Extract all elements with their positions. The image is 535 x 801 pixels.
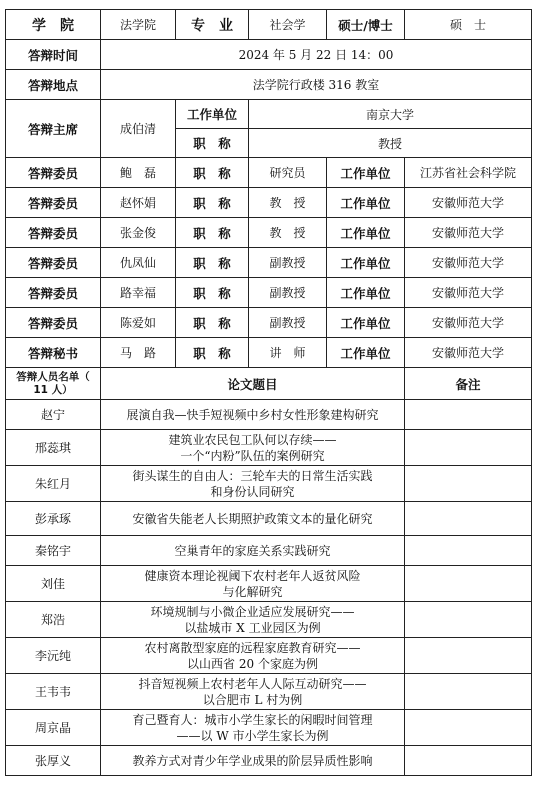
student-note bbox=[405, 400, 532, 430]
chair-row bbox=[6, 100, 532, 129]
student-thesis: 街头谋生的自由人：三轮车夫的日常生活实践 和身份认同研究 bbox=[101, 466, 405, 502]
student-thesis: 教养方式对青少年学业成果的阶层异质性影响 bbox=[101, 746, 405, 776]
degree-label: 硕士/博士 bbox=[327, 10, 405, 40]
member-name: 陈爱如 bbox=[101, 308, 176, 338]
student-name: 周京晶 bbox=[6, 710, 101, 746]
member-row bbox=[6, 308, 532, 338]
member-title: 副教授 bbox=[249, 308, 327, 338]
member-role: 答辩委员 bbox=[6, 188, 101, 218]
member-title-label: 职 称 bbox=[176, 308, 249, 338]
member-title: 教 授 bbox=[249, 218, 327, 248]
member-title: 副教授 bbox=[249, 248, 327, 278]
secretary-unit-label: 工作单位 bbox=[327, 338, 405, 368]
member-name: 赵怀娟 bbox=[101, 188, 176, 218]
defense-place-label: 答辩地点 bbox=[6, 70, 101, 100]
student-row bbox=[6, 602, 532, 638]
note-col-header: 备注 bbox=[405, 368, 532, 400]
member-title-label: 职 称 bbox=[176, 188, 249, 218]
defense-schedule-table bbox=[5, 9, 532, 776]
member-name: 仇凤仙 bbox=[101, 248, 176, 278]
student-thesis: 展演自我—快手短视频中乡村女性形象建构研究 bbox=[101, 400, 405, 430]
list-header-row bbox=[6, 368, 532, 400]
chair-unit-label: 工作单位 bbox=[176, 100, 249, 129]
student-name: 邢蕊琪 bbox=[6, 430, 101, 466]
member-unit: 安徽师范大学 bbox=[405, 308, 532, 338]
student-thesis: 安徽省失能老人长期照护政策文本的量化研究 bbox=[101, 502, 405, 536]
degree-value: 硕 士 bbox=[405, 10, 532, 40]
chair-unit-value: 南京大学 bbox=[249, 100, 532, 129]
member-name: 鲍 磊 bbox=[101, 158, 176, 188]
member-title-label: 职 称 bbox=[176, 248, 249, 278]
chair-name: 成伯清 bbox=[101, 100, 176, 158]
defense-time-label: 答辩时间 bbox=[6, 40, 101, 70]
secretary-row bbox=[6, 338, 532, 368]
student-name: 李沅纯 bbox=[6, 638, 101, 674]
member-unit: 安徽师范大学 bbox=[405, 188, 532, 218]
student-note bbox=[405, 674, 532, 710]
chair-label: 答辩主席 bbox=[6, 100, 101, 158]
secretary-name: 马 路 bbox=[101, 338, 176, 368]
chair-title-label: 职 称 bbox=[176, 129, 249, 158]
student-note bbox=[405, 638, 532, 674]
member-title-label: 职 称 bbox=[176, 278, 249, 308]
student-note bbox=[405, 502, 532, 536]
student-row bbox=[6, 674, 532, 710]
student-name: 朱红月 bbox=[6, 466, 101, 502]
student-note bbox=[405, 746, 532, 776]
member-unit-label: 工作单位 bbox=[327, 188, 405, 218]
student-name: 郑浩 bbox=[6, 602, 101, 638]
member-title: 教 授 bbox=[249, 188, 327, 218]
student-note bbox=[405, 566, 532, 602]
student-row bbox=[6, 400, 532, 430]
student-row bbox=[6, 746, 532, 776]
student-name: 刘佳 bbox=[6, 566, 101, 602]
college-value: 法学院 bbox=[101, 10, 176, 40]
member-title-label: 职 称 bbox=[176, 218, 249, 248]
student-thesis: 空巢青年的家庭关系实践研究 bbox=[101, 536, 405, 566]
member-title-label: 职 称 bbox=[176, 158, 249, 188]
student-row bbox=[6, 710, 532, 746]
secretary-unit: 安徽师范大学 bbox=[405, 338, 532, 368]
member-name: 路幸福 bbox=[101, 278, 176, 308]
student-note bbox=[405, 536, 532, 566]
student-row bbox=[6, 536, 532, 566]
member-unit: 安徽师范大学 bbox=[405, 248, 532, 278]
student-name: 秦铭宇 bbox=[6, 536, 101, 566]
member-role: 答辩委员 bbox=[6, 278, 101, 308]
thesis-col-header: 论文题目 bbox=[101, 368, 405, 400]
student-note bbox=[405, 430, 532, 466]
member-unit-label: 工作单位 bbox=[327, 308, 405, 338]
student-thesis: 育己暨育人：城市小学生家长的闲暇时间管理 ——以 W 市小学生家长为例 bbox=[101, 710, 405, 746]
major-value: 社会学 bbox=[249, 10, 327, 40]
student-row bbox=[6, 638, 532, 674]
member-role: 答辩委员 bbox=[6, 158, 101, 188]
member-unit-label: 工作单位 bbox=[327, 158, 405, 188]
member-row bbox=[6, 188, 532, 218]
student-name: 张厚义 bbox=[6, 746, 101, 776]
member-unit: 江苏省社会科学院 bbox=[405, 158, 532, 188]
student-name: 赵宁 bbox=[6, 400, 101, 430]
student-thesis: 健康资本理论视阈下农村老年人返贫风险 与化解研究 bbox=[101, 566, 405, 602]
student-row bbox=[6, 502, 532, 536]
member-role: 答辩委员 bbox=[6, 248, 101, 278]
member-unit-label: 工作单位 bbox=[327, 278, 405, 308]
student-thesis: 建筑业农民包工队何以存续—— 一个“内粉”队伍的案例研究 bbox=[101, 430, 405, 466]
student-thesis: 抖音短视频上农村老年人人际互动研究—— 以合肥市 L 村为例 bbox=[101, 674, 405, 710]
student-thesis: 环境规制与小微企业适应发展研究—— 以盐城市 X 工业园区为例 bbox=[101, 602, 405, 638]
member-row bbox=[6, 218, 532, 248]
student-row bbox=[6, 466, 532, 502]
student-name: 彭承琢 bbox=[6, 502, 101, 536]
student-note bbox=[405, 466, 532, 502]
defense-place-value: 法学院行政楼 316 教室 bbox=[101, 70, 532, 100]
secretary-role: 答辩秘书 bbox=[6, 338, 101, 368]
member-role: 答辩委员 bbox=[6, 218, 101, 248]
college-label: 学 院 bbox=[6, 10, 101, 40]
member-title: 研究员 bbox=[249, 158, 327, 188]
list-name-col-header: 答辩人员名单（ 11 人） bbox=[6, 368, 101, 400]
member-title: 副教授 bbox=[249, 278, 327, 308]
student-row bbox=[6, 566, 532, 602]
student-note bbox=[405, 710, 532, 746]
major-label: 专 业 bbox=[176, 10, 249, 40]
member-row bbox=[6, 158, 532, 188]
secretary-title: 讲 师 bbox=[249, 338, 327, 368]
defense-time-row bbox=[6, 40, 532, 70]
member-unit-label: 工作单位 bbox=[327, 218, 405, 248]
defense-place-row bbox=[6, 70, 532, 100]
member-name: 张金俊 bbox=[101, 218, 176, 248]
student-note bbox=[405, 602, 532, 638]
student-thesis: 农村离散型家庭的远程家庭教育研究—— 以山西省 20 个家庭为例 bbox=[101, 638, 405, 674]
chair-title-value: 教授 bbox=[249, 129, 532, 158]
member-row bbox=[6, 248, 532, 278]
student-row bbox=[6, 430, 532, 466]
member-unit-label: 工作单位 bbox=[327, 248, 405, 278]
defense-time-value: 2024 年 5 月 22 日 14：00 bbox=[101, 40, 532, 70]
member-unit: 安徽师范大学 bbox=[405, 278, 532, 308]
member-unit: 安徽师范大学 bbox=[405, 218, 532, 248]
member-role: 答辩委员 bbox=[6, 308, 101, 338]
header-row bbox=[6, 10, 532, 40]
student-name: 王韦韦 bbox=[6, 674, 101, 710]
member-row bbox=[6, 278, 532, 308]
secretary-title-label: 职 称 bbox=[176, 338, 249, 368]
